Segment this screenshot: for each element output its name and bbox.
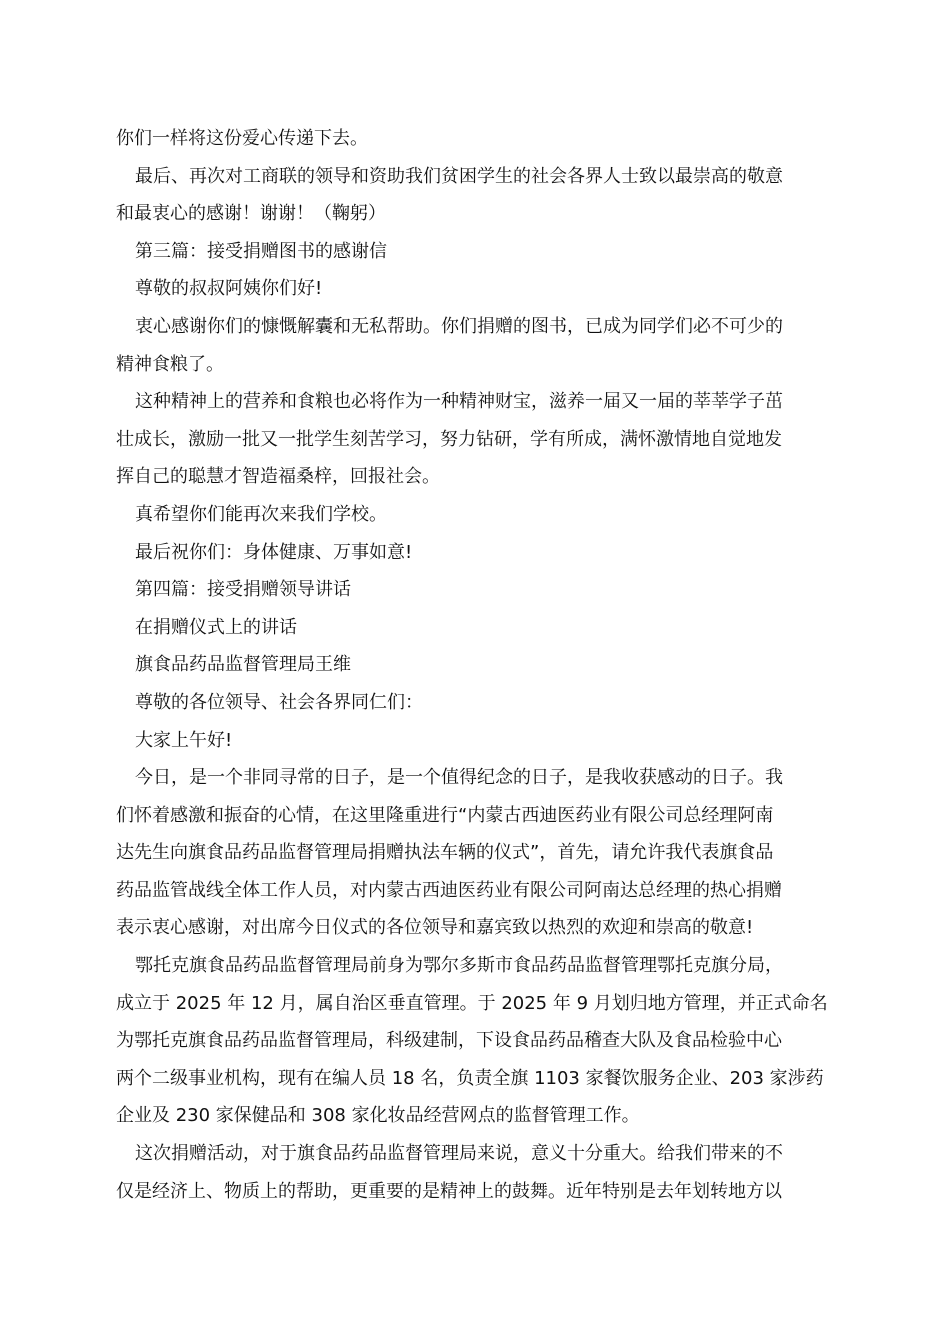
text-line: 这次捐赠活动，对于旗食品药品监督管理局来说，意义十分重大。给我们带来的不 [135,1143,783,1165]
greeting: 大家上午好! [135,729,233,751]
salutation: 尊敬的叔叔阿姨你们好! [135,278,323,300]
text-line: 最后祝你们：身体健康、万事如意! [135,541,413,563]
section-heading: 第三篇：接受捐赠图书的感谢信 [135,240,387,262]
text-line: 挥自己的聪慧才智造福桑梓，回报社会。 [116,466,440,488]
text-line: 成立于 2025 年 12 月，属自治区垂直管理。于 2025 年 9 月划归地方管理，并正式命名 [116,992,828,1014]
text-line: 企业及 230 家保健品和 308 家化妆品经营网点的监督管理工作。 [116,1105,640,1127]
text-line: 鄂托克旗食品药品监督管理局前身为鄂尔多斯市食品药品监督管理鄂托克旗分局， [135,955,783,977]
speaker-line: 旗食品药品监督管理局王维 [135,654,351,676]
text-line: 壮成长，激励一批又一批学生刻苦学习，努力钻研，学有所成，满怀激情地自觉地发 [116,428,782,450]
salutation: 尊敬的各位领导、社会各界同仁们： [135,691,423,713]
text-line: 们怀着感激和振奋的心情，在这里隆重进行“内蒙古西迪医药业有限公司总经理阿南 [116,804,774,826]
text-line: 为鄂托克旗食品药品监督管理局，科级建制，下设食品药品稽查大队及食品检验中心 [116,1030,782,1052]
document-body [116,120,838,1210]
text-line: 今日，是一个非同寻常的日子，是一个值得纪念的日子，是我收获感动的日子。我 [135,767,783,789]
text-line: 真希望你们能再次来我们学校。 [135,503,387,525]
text-line: 这种精神上的营养和食粮也必将作为一种精神财宝，滋养一届又一届的莘莘学子茁 [135,391,783,413]
text-line: 仅是经济上、物质上的帮助，更重要的是精神上的鼓舞。近年特别是去年划转地方以 [116,1180,782,1202]
text-line: 达先生向旗食品药品监督管理局捐赠执法车辆的仪式”，首先，请允许我代表旗食品 [116,842,774,864]
text-line: 和最衷心的感谢！谢谢！（鞠躬） [116,203,386,225]
text-line: 精神食粮了。 [116,353,224,375]
text-line: 表示衷心感谢，对出席今日仪式的各位领导和嘉宾致以热烈的欢迎和崇高的敬意! [116,917,754,939]
text-line: 你们一样将这份爱心传递下去。 [116,128,368,149]
text-line: 衷心感谢你们的慷慨解囊和无私帮助。你们捐赠的图书，已成为同学们必不可少的 [135,315,783,337]
speech-title: 在捐赠仪式上的讲话 [135,616,297,638]
text-line: 两个二级事业机构，现有在编人员 18 名，负责全旗 1103 家餐饮服务企业、203 家涉药 [116,1067,824,1089]
section-heading: 第四篇：接受捐赠领导讲话 [135,579,351,601]
text-line: 药品监管战线全体工作人员，对内蒙古西迪医药业有限公司阿南达总经理的热心捐赠 [116,879,782,901]
text-line: 最后、再次对工商联的领导和资助我们贫困学生的社会各界人士致以最崇高的敬意 [135,165,783,187]
